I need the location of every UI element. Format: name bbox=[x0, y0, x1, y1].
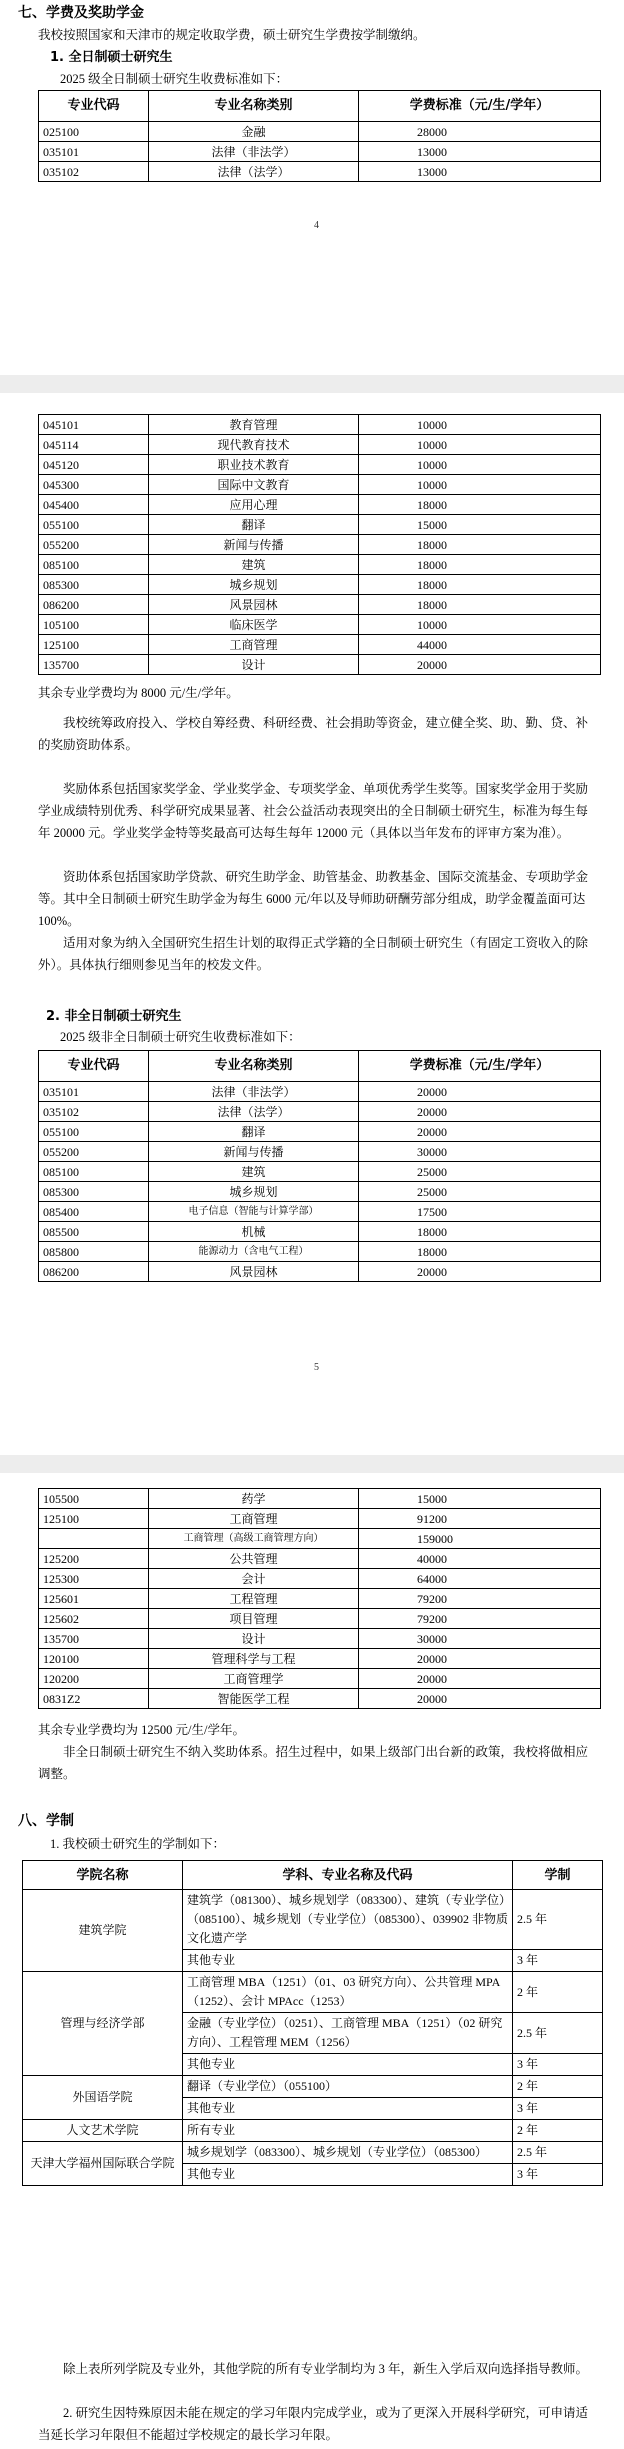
cell-code: 125100 bbox=[39, 1509, 149, 1529]
cell-code: 125601 bbox=[39, 1589, 149, 1609]
table-row bbox=[39, 415, 601, 435]
cell-fee: 40000 bbox=[359, 1549, 601, 1569]
cell-name: 风景园林 bbox=[149, 1262, 359, 1282]
cell-code: 035101 bbox=[39, 142, 149, 162]
cell-name: 项目管理 bbox=[149, 1609, 359, 1629]
cell-name: 国际中文教育 bbox=[149, 475, 359, 495]
cell-major: 其他专业 bbox=[183, 2098, 513, 2120]
cell-name: 公共管理 bbox=[149, 1549, 359, 1569]
cell-name: 工商管理（高级工商管理方向） bbox=[149, 1529, 359, 1549]
fulltime-caption: 2025 级全日制硕士研究生收费标准如下： bbox=[60, 72, 289, 86]
table-row bbox=[39, 1142, 601, 1162]
cell-fee: 79200 bbox=[359, 1589, 601, 1609]
table-row bbox=[39, 1549, 601, 1569]
table-row bbox=[39, 1182, 601, 1202]
parttime-policy-note: 非全日制硕士研究生不纳入奖助体系。招生过程中，如果上级部门出台新的政策，我校将做相应调整。 bbox=[38, 1745, 589, 1781]
cell-code: 085100 bbox=[39, 1162, 149, 1182]
cell-fee: 10000 bbox=[359, 415, 601, 435]
cell-fee: 20000 bbox=[359, 1649, 601, 1669]
parttime-heading: 2. 非全日制硕士研究生 bbox=[46, 1009, 182, 1024]
cell-name: 新闻与传播 bbox=[149, 535, 359, 555]
cell-fee: 20000 bbox=[359, 1689, 601, 1709]
cell-name: 法律（法学） bbox=[149, 1102, 359, 1122]
table-row bbox=[39, 1569, 601, 1589]
cell-name: 药学 bbox=[149, 1489, 359, 1509]
cell-years: 3 年 bbox=[513, 2098, 603, 2120]
cell-fee: 30000 bbox=[359, 1629, 601, 1649]
cell-code: 085800 bbox=[39, 1242, 149, 1262]
cell-major: 所有专业 bbox=[183, 2120, 513, 2142]
table-row bbox=[39, 615, 601, 635]
cell-fee: 18000 bbox=[359, 555, 601, 575]
section-8-heading: 八、学制 bbox=[18, 1813, 74, 1829]
cell-name: 机械 bbox=[149, 1222, 359, 1242]
cell-code: 085300 bbox=[39, 1182, 149, 1202]
cell-fee: 15000 bbox=[359, 515, 601, 535]
table-row bbox=[39, 142, 601, 162]
cell-fee: 20000 bbox=[359, 1669, 601, 1689]
cell-code: 055200 bbox=[39, 535, 149, 555]
parttime-other-note: 其余专业学费均为 12500 元/生/学年。 bbox=[38, 1723, 245, 1737]
cell-code: 135700 bbox=[39, 655, 149, 675]
cell-code: 105500 bbox=[39, 1489, 149, 1509]
cell-code: 045300 bbox=[39, 475, 149, 495]
cell-code: 055100 bbox=[39, 1122, 149, 1142]
cell-code: 055100 bbox=[39, 515, 149, 535]
cell-fee: 79200 bbox=[359, 1609, 601, 1629]
cell-major: 翻译（专业学位）（055100） bbox=[183, 2076, 513, 2098]
page-divider bbox=[0, 1455, 624, 1473]
table-row bbox=[39, 162, 601, 182]
cell-fee: 18000 bbox=[359, 535, 601, 555]
cell-name: 建筑 bbox=[149, 555, 359, 575]
cell-school: 人文艺术学院 bbox=[23, 2120, 183, 2142]
table-row bbox=[39, 1102, 601, 1122]
cell-name: 会计 bbox=[149, 1569, 359, 1589]
page-divider bbox=[0, 375, 624, 393]
header-fee: 学费标准（元/生/学年） bbox=[359, 1051, 601, 1082]
cell-name: 管理科学与工程 bbox=[149, 1649, 359, 1669]
cell-fee: 28000 bbox=[359, 122, 601, 142]
cell-school: 建筑学院 bbox=[23, 1890, 183, 1972]
cell-name: 设计 bbox=[149, 1629, 359, 1649]
cell-fee: 20000 bbox=[359, 1082, 601, 1102]
cell-name: 法律（法学） bbox=[149, 162, 359, 182]
cell-name: 设计 bbox=[149, 655, 359, 675]
cell-major: 建筑学（081300）、城乡规划学（083300）、建筑（专业学位）（085100）、城乡规划（专业学位）（085300）、039902 非物质文化遗产学 bbox=[183, 1890, 513, 1950]
cell-code: 125200 bbox=[39, 1549, 149, 1569]
aid-paragraph-3: 资助体系包括国家助学贷款、研究生助学金、助管基金、助教基金、国际交流基金、专项助学金等。其中全日制硕士研究生助学金为每生 6000 元/年以及导师助研酬劳部分组成，助学金覆盖面可达 100%。 bbox=[38, 870, 589, 928]
cell-fee: 17500 bbox=[359, 1202, 601, 1222]
table-row bbox=[39, 435, 601, 455]
cell-name: 风景园林 bbox=[149, 595, 359, 615]
cell-name: 法律（非法学） bbox=[149, 142, 359, 162]
parttime-fee-table-part1 bbox=[38, 1050, 601, 1282]
cell-years: 2 年 bbox=[513, 1972, 603, 2013]
cell-major: 金融（专业学位）（0251）、工商管理 MBA（1251）（02 研究方向）、工程管理 MEM（1256） bbox=[183, 2013, 513, 2054]
parttime-caption: 2025 级非全日制硕士研究生收费标准如下： bbox=[60, 1030, 301, 1044]
cell-fee: 15000 bbox=[359, 1489, 601, 1509]
table-header-row bbox=[39, 1051, 601, 1082]
header-code: 专业代码 bbox=[39, 1051, 149, 1082]
cell-fee: 20000 bbox=[359, 1122, 601, 1142]
fulltime-fee-table-part1 bbox=[38, 90, 601, 182]
cell-name: 建筑 bbox=[149, 1162, 359, 1182]
page-number-4: 4 bbox=[314, 220, 319, 231]
cell-name: 职业技术教育 bbox=[149, 455, 359, 475]
header-name: 专业名称类别 bbox=[149, 91, 359, 122]
cell-code: 045400 bbox=[39, 495, 149, 515]
cell-code: 120200 bbox=[39, 1669, 149, 1689]
fulltime-heading: 1. 全日制硕士研究生 bbox=[50, 50, 173, 65]
cell-fee: 30000 bbox=[359, 1142, 601, 1162]
cell-name: 工程管理 bbox=[149, 1589, 359, 1609]
cell-code: 085500 bbox=[39, 1222, 149, 1242]
cell-name: 能源动力（含电气工程） bbox=[149, 1242, 359, 1262]
cell-fee: 25000 bbox=[359, 1182, 601, 1202]
table-row bbox=[39, 1122, 601, 1142]
cell-fee: 10000 bbox=[359, 455, 601, 475]
header-years: 学制 bbox=[513, 1861, 603, 1890]
table-row bbox=[39, 1162, 601, 1182]
table-row bbox=[39, 1082, 601, 1102]
cell-code: 085100 bbox=[39, 555, 149, 575]
cell-name: 法律（非法学） bbox=[149, 1082, 359, 1102]
cell-name: 应用心理 bbox=[149, 495, 359, 515]
cell-code: 045114 bbox=[39, 435, 149, 455]
table-row bbox=[23, 1972, 603, 2013]
table-row bbox=[39, 1629, 601, 1649]
duration-table bbox=[22, 1860, 603, 2186]
cell-code: 125602 bbox=[39, 1609, 149, 1629]
cell-fee: 91200 bbox=[359, 1509, 601, 1529]
cell-major: 城乡规划学（083300）、城乡规划（专业学位）（085300） bbox=[183, 2142, 513, 2164]
table-row bbox=[39, 1222, 601, 1242]
cell-name: 电子信息（智能与计算学部） bbox=[149, 1202, 359, 1222]
cell-code: 0831Z2 bbox=[39, 1689, 149, 1709]
aid-paragraph-1: 我校统筹政府投入、学校自筹经费、科研经费、社会捐助等资金，建立健全奖、助、勤、贷、补的奖励资助体系。 bbox=[38, 716, 589, 752]
table-row bbox=[39, 555, 601, 575]
cell-fee: 10000 bbox=[359, 615, 601, 635]
duration-point-2: 2. 研究生因特殊原因未能在规定的学习年限内完成学业，或为了更深入开展科学研究，可申请适当延长学习年限但不能超过学校规定的最长学习年限。 bbox=[38, 2406, 589, 2442]
table-row bbox=[39, 1529, 601, 1549]
cell-code: 085300 bbox=[39, 575, 149, 595]
cell-fee: 18000 bbox=[359, 1242, 601, 1262]
cell-code: 085400 bbox=[39, 1202, 149, 1222]
header-name: 专业名称类别 bbox=[149, 1051, 359, 1082]
cell-fee: 13000 bbox=[359, 142, 601, 162]
cell-code: 120100 bbox=[39, 1649, 149, 1669]
cell-code: 125300 bbox=[39, 1569, 149, 1589]
cell-years: 2.5 年 bbox=[513, 2013, 603, 2054]
table-header-row bbox=[39, 91, 601, 122]
cell-fee: 20000 bbox=[359, 1102, 601, 1122]
header-fee: 学费标准（元/生/学年） bbox=[359, 91, 601, 122]
table-row bbox=[23, 2142, 603, 2164]
fulltime-other-note: 其余专业学费均为 8000 元/生/学年。 bbox=[38, 686, 239, 700]
cell-name: 城乡规划 bbox=[149, 575, 359, 595]
table-row bbox=[39, 635, 601, 655]
table-row bbox=[23, 2076, 603, 2098]
cell-major: 其他专业 bbox=[183, 2164, 513, 2186]
table-row bbox=[39, 515, 601, 535]
cell-fee: 20000 bbox=[359, 1262, 601, 1282]
cell-code bbox=[39, 1529, 149, 1549]
cell-fee: 13000 bbox=[359, 162, 601, 182]
cell-years: 2.5 年 bbox=[513, 2142, 603, 2164]
cell-code: 086200 bbox=[39, 1262, 149, 1282]
header-school: 学院名称 bbox=[23, 1861, 183, 1890]
cell-fee: 20000 bbox=[359, 655, 601, 675]
cell-code: 135700 bbox=[39, 1629, 149, 1649]
table-row bbox=[23, 2120, 603, 2142]
section-7-intro: 我校按照国家和天津市的规定收取学费，硕士研究生学费按学制缴纳。 bbox=[38, 28, 426, 42]
cell-fee: 10000 bbox=[359, 475, 601, 495]
header-code: 专业代码 bbox=[39, 91, 149, 122]
cell-code: 025100 bbox=[39, 122, 149, 142]
cell-code: 035101 bbox=[39, 1082, 149, 1102]
cell-fee: 18000 bbox=[359, 575, 601, 595]
cell-name: 临床医学 bbox=[149, 615, 359, 635]
cell-major: 其他专业 bbox=[183, 2054, 513, 2076]
cell-code: 125100 bbox=[39, 635, 149, 655]
cell-school: 管理与经济学部 bbox=[23, 1972, 183, 2076]
table-row bbox=[39, 1669, 601, 1689]
cell-name: 现代教育技术 bbox=[149, 435, 359, 455]
table-row bbox=[39, 495, 601, 515]
cell-name: 智能医学工程 bbox=[149, 1689, 359, 1709]
duration-after-note: 除上表所列学院及专业外，其他学院的所有专业学制均为 3 年，新生入学后双向选择指导教师。 bbox=[63, 2362, 589, 2376]
table-row bbox=[39, 1489, 601, 1509]
table-row bbox=[39, 1262, 601, 1282]
table-row bbox=[39, 655, 601, 675]
table-row bbox=[39, 1509, 601, 1529]
cell-major: 其他专业 bbox=[183, 1950, 513, 1972]
table-row bbox=[39, 575, 601, 595]
cell-fee: 18000 bbox=[359, 595, 601, 615]
section-7-heading: 七、学费及奖助学金 bbox=[18, 5, 144, 21]
header-major: 学科、专业名称及代码 bbox=[183, 1861, 513, 1890]
cell-years: 3 年 bbox=[513, 2164, 603, 2186]
table-row bbox=[39, 1242, 601, 1262]
cell-school: 天津大学福州国际联合学院 bbox=[23, 2142, 183, 2186]
table-row bbox=[23, 1890, 603, 1950]
table-row bbox=[39, 535, 601, 555]
page-number-5: 5 bbox=[314, 1362, 319, 1373]
cell-name: 工商管理学 bbox=[149, 1669, 359, 1689]
table-row bbox=[39, 1589, 601, 1609]
table-row bbox=[39, 455, 601, 475]
cell-fee: 44000 bbox=[359, 635, 601, 655]
section-8-intro: 1. 我校硕士研究生的学制如下： bbox=[50, 1837, 226, 1851]
parttime-fee-table-part2 bbox=[38, 1488, 601, 1709]
cell-name: 金融 bbox=[149, 122, 359, 142]
table-row bbox=[39, 595, 601, 615]
cell-school: 外国语学院 bbox=[23, 2076, 183, 2120]
table-row bbox=[39, 1609, 601, 1629]
cell-name: 翻译 bbox=[149, 515, 359, 535]
table-row bbox=[39, 122, 601, 142]
cell-name: 翻译 bbox=[149, 1122, 359, 1142]
cell-fee: 10000 bbox=[359, 435, 601, 455]
cell-fee: 25000 bbox=[359, 1162, 601, 1182]
cell-years: 2 年 bbox=[513, 2076, 603, 2098]
cell-years: 3 年 bbox=[513, 2054, 603, 2076]
cell-major: 工商管理 MBA（1251）（01、03 研究方向）、公共管理 MPA（1252）、会计 MPAcc（1253） bbox=[183, 1972, 513, 2013]
table-row bbox=[39, 1649, 601, 1669]
cell-code: 035102 bbox=[39, 1102, 149, 1122]
cell-name: 新闻与传播 bbox=[149, 1142, 359, 1162]
table-row bbox=[39, 1202, 601, 1222]
cell-fee: 159000 bbox=[359, 1529, 601, 1549]
cell-name: 教育管理 bbox=[149, 415, 359, 435]
cell-years: 2.5 年 bbox=[513, 1890, 603, 1950]
cell-years: 2 年 bbox=[513, 2120, 603, 2142]
cell-code: 045120 bbox=[39, 455, 149, 475]
cell-code: 105100 bbox=[39, 615, 149, 635]
cell-code: 045101 bbox=[39, 415, 149, 435]
cell-fee: 18000 bbox=[359, 1222, 601, 1242]
table-header-row bbox=[23, 1861, 603, 1890]
cell-code: 055200 bbox=[39, 1142, 149, 1162]
cell-code: 086200 bbox=[39, 595, 149, 615]
fulltime-fee-table-part2 bbox=[38, 414, 601, 675]
table-row bbox=[39, 475, 601, 495]
aid-paragraph-4: 适用对象为纳入全国研究生招生计划的取得正式学籍的全日制硕士研究生（有固定工资收入的除外）。具体执行细则参见当年的校发文件。 bbox=[38, 936, 589, 972]
cell-name: 工商管理 bbox=[149, 635, 359, 655]
aid-paragraph-2: 奖励体系包括国家奖学金、学业奖学金、专项奖学金、单项优秀学生奖等。国家奖学金用于奖励学业成绩特别优秀、科学研究成果显著、社会公益活动表现突出的全日制硕士研究生，标准为每生每年 20000 元。学业奖学金特等奖最高可达每生每年 12000 元（具体以当年发布的评审方案为准）。 bbox=[38, 782, 589, 840]
cell-fee: 18000 bbox=[359, 495, 601, 515]
cell-years: 3 年 bbox=[513, 1950, 603, 1972]
cell-name: 工商管理 bbox=[149, 1509, 359, 1529]
cell-code: 035102 bbox=[39, 162, 149, 182]
cell-name: 城乡规划 bbox=[149, 1182, 359, 1202]
table-row bbox=[39, 1689, 601, 1709]
cell-fee: 64000 bbox=[359, 1569, 601, 1589]
